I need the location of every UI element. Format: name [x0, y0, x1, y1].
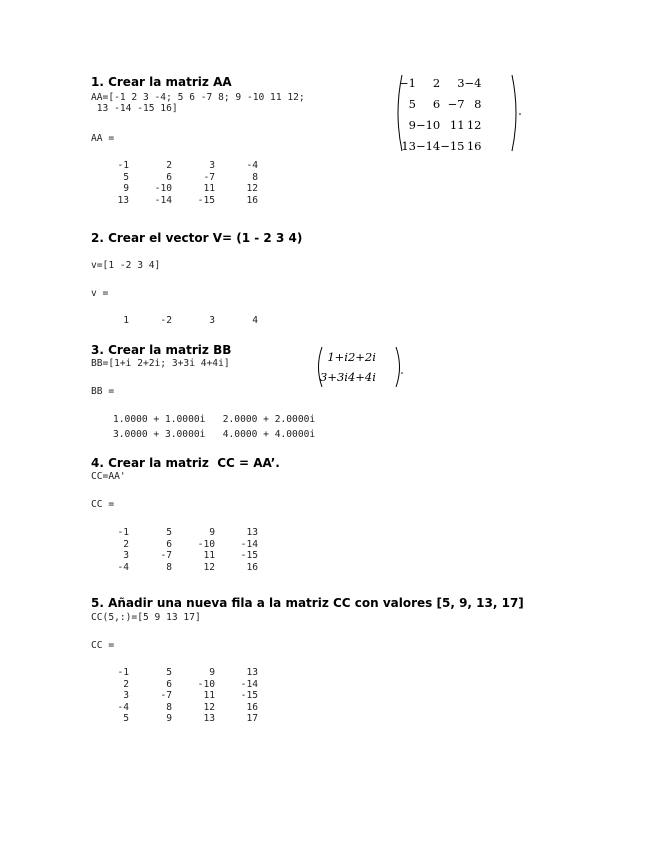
- matrix-cell: 16: [246, 194, 258, 206]
- matrix-cell: 1+i: [327, 350, 348, 364]
- matrix-cell: 17: [246, 713, 258, 724]
- matrix-cell: 3: [209, 315, 215, 326]
- matrix-cell: 13: [117, 194, 129, 206]
- matrix-cell: 12: [203, 561, 215, 573]
- matrix-cell: -15: [197, 194, 215, 206]
- matrix-cell: 4+4i: [347, 370, 376, 384]
- matrix-cell: 13: [401, 138, 416, 153]
- section-3-output-label: BB =: [91, 386, 115, 397]
- matrix-row: [91, 315, 258, 327]
- matrix-row: [91, 713, 258, 725]
- matrix-cell: -10: [197, 678, 215, 690]
- matrix-cell: 5: [123, 171, 129, 183]
- matrix-cell: 5: [408, 96, 416, 111]
- matrix-cell: 8: [252, 171, 258, 183]
- matrix-cell: −10: [415, 117, 441, 132]
- matrix-cell: 3: [457, 75, 465, 90]
- matrix-row: [399, 135, 481, 156]
- matrix-cell: −7: [447, 96, 465, 111]
- section-5-command: CC(5,:)=[5 9 13 17]: [91, 612, 201, 623]
- section-3-output-row-1: 1.0000 + 1.0000i 2.0000 + 2.0000i: [113, 414, 316, 425]
- matrix-cell: 3+3i: [320, 370, 348, 384]
- section-4-title: 4. Crear la matriz CC = AA’.: [91, 456, 280, 470]
- matrix-cell: 2: [123, 538, 129, 550]
- matrix-cell: -10: [154, 183, 172, 194]
- matrix-cell: −14: [415, 138, 441, 153]
- matrix-cell: 2: [432, 75, 441, 90]
- matrix-row: [91, 702, 258, 714]
- section-5-title: 5. Añadir una nueva fila a la matriz CC con valores [5, 9, 13, 17]: [91, 596, 524, 610]
- section-4-command: CC=AA': [91, 471, 126, 482]
- matrix-cell: 11: [203, 550, 215, 561]
- matrix-cell: 9: [408, 117, 416, 132]
- section-1-title: 1. Crear la matriz AA: [91, 75, 232, 89]
- matrix-cell: 6: [432, 96, 441, 111]
- matrix-cell: 12: [466, 117, 482, 132]
- matrix-cell: 3: [123, 690, 129, 701]
- matrix-cell: 12: [203, 701, 215, 713]
- matrix-cell: 4: [252, 315, 258, 326]
- matrix-row: [399, 114, 481, 135]
- matrix-cell: 8: [474, 96, 482, 111]
- matrix-cell: 2: [123, 678, 129, 690]
- matrix-row: [91, 527, 258, 539]
- matrix-row: [91, 562, 258, 574]
- matrix-cell: -7: [160, 550, 172, 561]
- matrix-cell: 8: [166, 561, 172, 573]
- matrix-cell: 13: [246, 667, 258, 678]
- matrix-cell: -4: [117, 561, 129, 573]
- matrix-cell: -10: [197, 538, 215, 550]
- matrix-cell: -7: [203, 171, 215, 183]
- matrix-cell: −15: [440, 138, 465, 153]
- matrix-row: [320, 347, 376, 367]
- matrix-cell: -1: [117, 527, 129, 538]
- matrix-cell: -4: [246, 160, 258, 171]
- section-1-output-label: AA =: [91, 133, 115, 144]
- matrix-cell: 5: [123, 713, 129, 724]
- section-5-output-matrix: [91, 667, 258, 725]
- matrix-cell: 9: [209, 667, 215, 678]
- matrix-row: [320, 367, 376, 387]
- matrix-cell: 1: [123, 315, 129, 326]
- matrix-cell: -15: [240, 690, 258, 701]
- matrix-cell: 11: [449, 117, 465, 132]
- matrix-row: [91, 160, 258, 172]
- matrix-row: [91, 172, 258, 184]
- matrix-row: [91, 679, 258, 691]
- section-2-output-label: v =: [91, 288, 109, 299]
- matrix-cell: 8: [166, 701, 172, 713]
- matrix-row: [399, 72, 481, 93]
- section-3-equation-table: [320, 347, 376, 387]
- matrix-cell: 12: [246, 183, 258, 194]
- matrix-cell: 16: [246, 561, 258, 573]
- matrix-row: [91, 183, 258, 195]
- section-4-output-label: CC =: [91, 499, 115, 510]
- matrix-cell: −1: [399, 75, 416, 90]
- matrix-cell: 6: [166, 678, 172, 690]
- section-5-output-label: CC =: [91, 640, 115, 651]
- section-2-title: 2. Crear el vector V= (1 - 2 3 4): [91, 231, 303, 245]
- matrix-cell: 13: [246, 527, 258, 538]
- section-1-output-matrix: [91, 160, 258, 206]
- matrix-cell: 9: [166, 713, 172, 724]
- matrix-cell: 3: [209, 160, 215, 171]
- section-2-command: v=[1 -2 3 4]: [91, 260, 161, 271]
- matrix-cell: 9: [209, 527, 215, 538]
- section-3-command: BB=[1+i 2+2i; 3+3i 4+4i]: [91, 358, 230, 369]
- matrix-cell: -7: [160, 690, 172, 701]
- matrix-cell: -2: [160, 315, 172, 326]
- matrix-cell: 11: [203, 183, 215, 194]
- section-2-output-vector: [91, 315, 258, 327]
- matrix-cell: 6: [166, 171, 172, 183]
- matrix-row: [91, 667, 258, 679]
- matrix-cell: -4: [117, 701, 129, 713]
- section-1-command: AA=[-1 2 3 -4; 5 6 -7 8; 9 -10 11 12; 13 -14 -15 16]: [91, 92, 305, 114]
- matrix-row: [91, 539, 258, 551]
- matrix-row: [91, 550, 258, 562]
- matrix-cell: -1: [117, 667, 129, 678]
- matrix-cell: 5: [166, 667, 172, 678]
- matrix-cell: 13: [203, 713, 215, 724]
- section-3-output-row-2: 3.0000 + 3.0000i 4.0000 + 4.0000i: [113, 429, 316, 440]
- matrix-cell: -15: [240, 550, 258, 561]
- matrix-cell: -14: [154, 194, 172, 206]
- section-3-title: 3. Crear la matriz BB: [91, 343, 232, 357]
- section-1-equation-table: [399, 72, 481, 156]
- matrix-cell: 6: [166, 538, 172, 550]
- matrix-cell: -14: [240, 678, 258, 690]
- matrix-cell: 2: [166, 160, 172, 171]
- matrix-row: [399, 93, 481, 114]
- matrix-cell: 11: [203, 690, 215, 701]
- matrix-cell: 9: [123, 183, 129, 194]
- section-4-output-matrix: [91, 527, 258, 573]
- matrix-cell: 2+2i: [347, 350, 376, 364]
- matrix-cell: -14: [240, 538, 258, 550]
- matrix-cell: −4: [464, 75, 482, 90]
- matrix-cell: 3: [123, 550, 129, 561]
- matrix-cell: 16: [246, 701, 258, 713]
- matrix-cell: -1: [117, 160, 129, 171]
- matrix-cell: 5: [166, 527, 172, 538]
- matrix-row: [91, 195, 258, 207]
- matrix-row: [91, 690, 258, 702]
- matrix-cell: 16: [466, 138, 482, 153]
